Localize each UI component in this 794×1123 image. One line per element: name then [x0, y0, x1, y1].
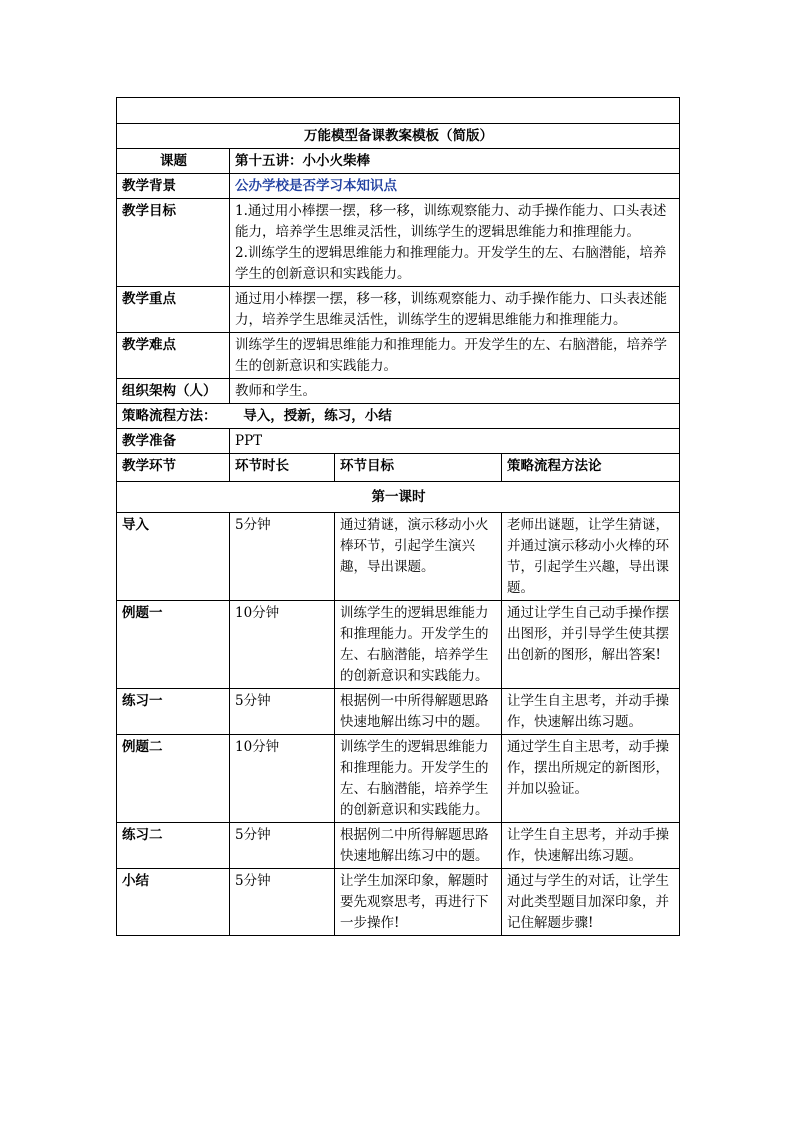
lesson-title-row	[117, 482, 680, 513]
empty-cell	[117, 98, 680, 124]
step-name: 导入	[117, 513, 230, 601]
step-duration: 5分钟	[230, 513, 335, 601]
strategy-value: 导入，授新，练习，小结	[243, 408, 392, 424]
key-label: 教学重点	[117, 287, 230, 333]
topic-row	[117, 149, 680, 174]
step-name: 例题二	[117, 735, 230, 823]
step-row	[117, 823, 680, 869]
background-value: 公办学校是否学习本知识点	[230, 174, 680, 199]
org-row	[117, 379, 680, 404]
step-method: 让学生自主思考，并动手操作，快速解出练习题。	[502, 689, 680, 735]
topic-label: 课题	[117, 149, 230, 174]
step-row	[117, 689, 680, 735]
goals-label: 教学目标	[117, 199, 230, 287]
goals-value	[230, 199, 680, 287]
goals-paragraph-1: 1.通过用小棒摆一摆，移一移，训练观察能力、动手操作能力、口头表述能力，培养学生思维灵活性，训练学生的逻辑思维能力和推理能力。	[235, 203, 667, 240]
step-duration: 10分钟	[230, 601, 335, 689]
step-goal: 训练学生的逻辑思维能力和推理能力。开发学生的左、右脑潜能，培养学生的创新意识和实践能力。	[335, 735, 502, 823]
lesson-plan-table	[116, 97, 680, 936]
prep-row	[117, 429, 680, 454]
header-method: 策略流程方法论	[502, 454, 680, 482]
step-name: 小结	[117, 869, 230, 936]
org-value: 教师和学生。	[230, 379, 680, 404]
step-method: 通过与学生的对话，让学生对此类型题目加深印象，并记住解题步骤!	[502, 869, 680, 936]
lesson-title: 第一课时	[117, 482, 680, 513]
key-row	[117, 287, 680, 333]
goals-row	[117, 199, 680, 287]
step-goal: 根据例二中所得解题思路快速地解出练习中的题。	[335, 823, 502, 869]
step-name: 练习二	[117, 823, 230, 869]
prep-label: 教学准备	[117, 429, 230, 454]
difficulty-row	[117, 333, 680, 379]
header-duration: 环节时长	[230, 454, 335, 482]
background-row	[117, 174, 680, 199]
difficulty-value: 训练学生的逻辑思维能力和推理能力。开发学生的左、右脑潜能，培养学生的创新意识和实践能力。	[230, 333, 680, 379]
step-duration: 5分钟	[230, 869, 335, 936]
step-method: 老师出谜题，让学生猜谜，并通过演示移动小火棒的环节，引起学生兴趣，导出课题。	[502, 513, 680, 601]
step-method: 通过让学生自己动手操作摆出图形，并引导学生使其摆出创新的图形，解出答案!	[502, 601, 680, 689]
step-row	[117, 869, 680, 936]
step-row	[117, 735, 680, 823]
step-duration: 10分钟	[230, 735, 335, 823]
step-row	[117, 513, 680, 601]
step-duration: 5分钟	[230, 689, 335, 735]
header-step: 教学环节	[117, 454, 230, 482]
goals-paragraph-2: 2.训练学生的逻辑思维能力和推理能力。开发学生的左、右脑潜能，培养学生的创新意识和实践能力。	[235, 245, 667, 282]
step-goal: 根据例一中所得解题思路快速地解出练习中的题。	[335, 689, 502, 735]
document-title: 万能模型备课教案模板（简版）	[117, 124, 680, 149]
step-row	[117, 601, 680, 689]
step-duration: 5分钟	[230, 823, 335, 869]
prep-value: PPT	[230, 429, 680, 454]
background-label: 教学背景	[117, 174, 230, 199]
step-method: 通过学生自主思考，动手操作，摆出所规定的新图形，并加以验证。	[502, 735, 680, 823]
strategy-cell	[117, 404, 680, 429]
step-name: 例题一	[117, 601, 230, 689]
difficulty-label: 教学难点	[117, 333, 230, 379]
step-goal: 让学生加深印象，解题时要先观察思考，再进行下一步操作!	[335, 869, 502, 936]
step-goal: 训练学生的逻辑思维能力和推理能力。开发学生的左、右脑潜能，培养学生的创新意识和实践能力。	[335, 601, 502, 689]
key-value: 通过用小棒摆一摆，移一移，训练观察能力、动手操作能力、口头表述能力，培养学生思维灵活性，训练学生的逻辑思维能力和推理能力。	[230, 287, 680, 333]
column-header-row	[117, 454, 680, 482]
step-goal: 通过猜谜，演示移动小火棒环节，引起学生演兴趣，导出课题。	[335, 513, 502, 601]
empty-top-row	[117, 98, 680, 124]
topic-value: 第十五讲：小小火柴棒	[230, 149, 680, 174]
header-goal: 环节目标	[335, 454, 502, 482]
strategy-label: 策略流程方法：	[122, 408, 217, 424]
step-method: 让学生自主思考，并动手操作，快速解出练习题。	[502, 823, 680, 869]
title-row	[117, 124, 680, 149]
step-name: 练习一	[117, 689, 230, 735]
strategy-row	[117, 404, 680, 429]
org-label: 组织架构（人）	[117, 379, 230, 404]
